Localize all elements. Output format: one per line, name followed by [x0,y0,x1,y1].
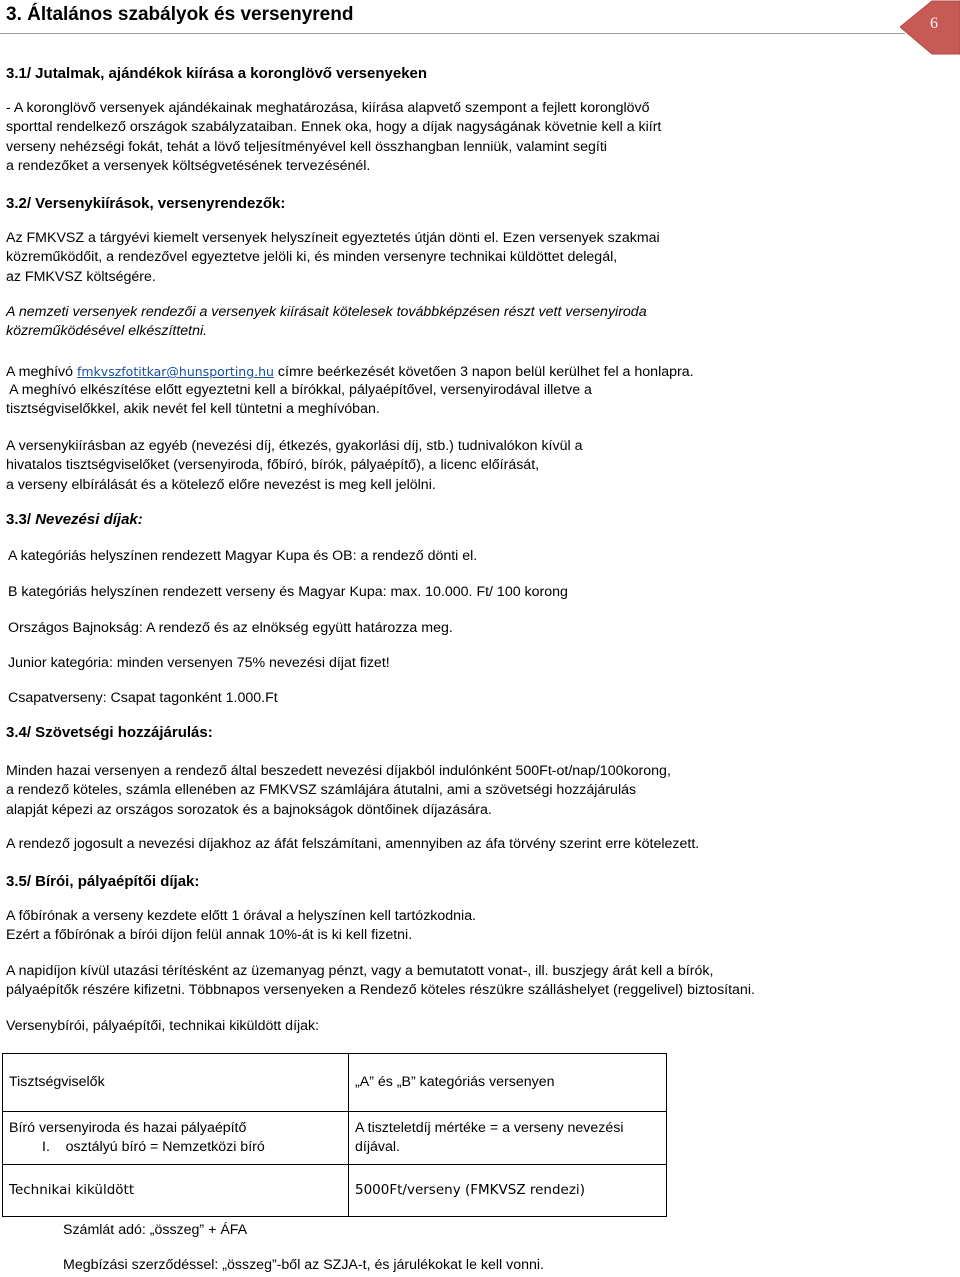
table-row [3,1112,667,1165]
entry-fee-item: B kategóriás helyszínen rendezett verseny és Magyar Kupa: max. 10.000. Ft/ 100 korong [8,584,568,600]
section-3-5-para-1: A főbírónak a verseny kezdete előtt 1 órával a helyszínen kell tartózkodnia. Ezért a főbírónak a bírói díjon felül annak 10%-át is ki kell fizetni. [6,908,477,944]
table-row [3,1165,667,1217]
table-row [3,1054,667,1112]
fees-table [2,1053,667,1217]
section-3-1-heading: 3.1/ Jutalmak, ajándékok kiírása a koronglövő versenyeken [6,65,428,82]
section-3-2-heading: 3.2/ Versenykiírások, versenyrendezők: [6,195,286,212]
table-cell: 5000Ft/verseny (FMKVSZ rendezi) [349,1165,667,1217]
section-3-5-para-3: Versenybírói, pályaépítői, technikai kiküldött díjak: [6,1018,320,1034]
table-cell: Bíró versenyiroda és hazai pályaépítő I. osztályú bíró = Nemzetközi bíró [3,1112,349,1165]
table-cell: A tiszteletdíj mértéke = a verseny nevezési díjával. [349,1112,667,1165]
page-title: 3. Általános szabályok és versenyrend [6,4,354,25]
section-3-5-para-2: A napidíjon kívül utazási térítésként az üzemanyag pénzt, vagy a bemutatott vonat-, ill. buszjegy árát kell a bírók, pályaépítők részére kifizetni. Többnapos versenyeken a Rendező köteles részükre szálláshelyet (reggelivel) biztosítani. [6,963,755,999]
entry-fee-item: Junior kategória: minden versenyen 75% nevezési díjat fizet! [8,655,390,671]
section-3-5-heading: 3.5/ Bírói, pályaépítői díjak: [6,873,200,890]
page-number: 6 [930,15,938,32]
entry-fee-item: Országos Bajnokság: A rendező és az elnökség együtt határozza meg. [8,620,453,636]
section-3-2-para-2: A nemzeti versenyek rendezői a versenyek kiírásait kötelesek továbbképzésen részt vett versenyiroda közreműködésével elkészíttetni. [6,304,647,340]
section-3-4-para-2: A rendező jogosult a nevezési díjakhoz az áfát felszámítani, amennyiben az áfa törvény szerint erre kötelezett. [6,836,700,852]
invite-email-line: A meghívó fmkvszfotitkar@hunsporting.hu címre beérkezését követően 3 napon belül kerülhet fel a honlapra. [6,364,694,380]
section-3-4-heading: 3.4/ Szövetségi hozzájárulás: [6,724,213,741]
section-3-2-para-4: A versenykiírásban az egyéb (nevezési díj, étkezés, gyakorlási díj, stb.) tudnivalókon kívül a hivatalos tisztségviselőket (versenyiroda, főbíró, bírók, pályaépítő), a licenc előírását, a verseny elbírálását és a kötelező előre nevezést is meg kell jelölni. [6,438,583,493]
table-cell: Technikai kiküldött [3,1165,349,1217]
section-3-2-para-3: A meghívó elkészítése előtt egyeztetni kell a bírókkal, pályaépítővel, versenyirodával illetve a tisztségviselőkkel, akik nevét fel kell tüntetni a meghívóban. [6,382,592,418]
section-3-4-para-1: Minden hazai versenyen a rendező által beszedett nevezési díjakból indulónként 500Ft-ot/nap/100korong, a rendező köteles, számla ellenében az FMKVSZ számlájára átutalni, ami a szövetségi hozzájárulás alapját képezi az országos sorozatok és a bajnokságok döntőinek díjazására. [6,763,671,818]
header-rule [0,33,905,34]
section-3-2-para-1: Az FMKVSZ a tárgyévi kiemelt versenyek helyszíneit egyeztetés útján dönti el. Ezen versenyek szakmai közreműködőit, a rendezővel egyeztetve jelöli ki, és minden versenyre technikai küldöttet delegál, az FMKVSZ költségére. [6,230,660,285]
invite-email-link[interactable]: fmkvszfotitkar@hunsporting.hu [76,364,274,379]
table-cell: Tisztségviselők [3,1054,349,1112]
section-3-3-heading: 3.3/ Nevezési díjak: [6,511,143,528]
entry-fee-item: A kategóriás helyszínen rendezett Magyar Kupa és OB: a rendező dönti el. [8,548,478,564]
entry-fee-item: Csapatverseny: Csapat tagonként 1.000.Ft [8,690,278,706]
section-3-1-text: - A koronglövő versenyek ajándékainak meghatározása, kiírása alapvető szempont a fejlett koronglövő sporttal rendelkező országok szabályzataiban. Ennek oka, hogy a díjak nagyságának követnie kell a kiírt verseny nehézségi fokát, tehát a lövő teljesítményével kell összhangban lenniük, valamint segíti a rendezőket a versenyek költségvetésének tervezésénél. [6,100,662,175]
table-cell: „A” és „B” kategóriás versenyen [349,1054,667,1112]
contract-note: Megbízási szerződéssel: „összeg”-ből az SZJA-t, és járulékokat le kell vonni. [63,1257,544,1273]
invoice-note: Számlát adó: „összeg” + ÁFA [63,1222,248,1238]
